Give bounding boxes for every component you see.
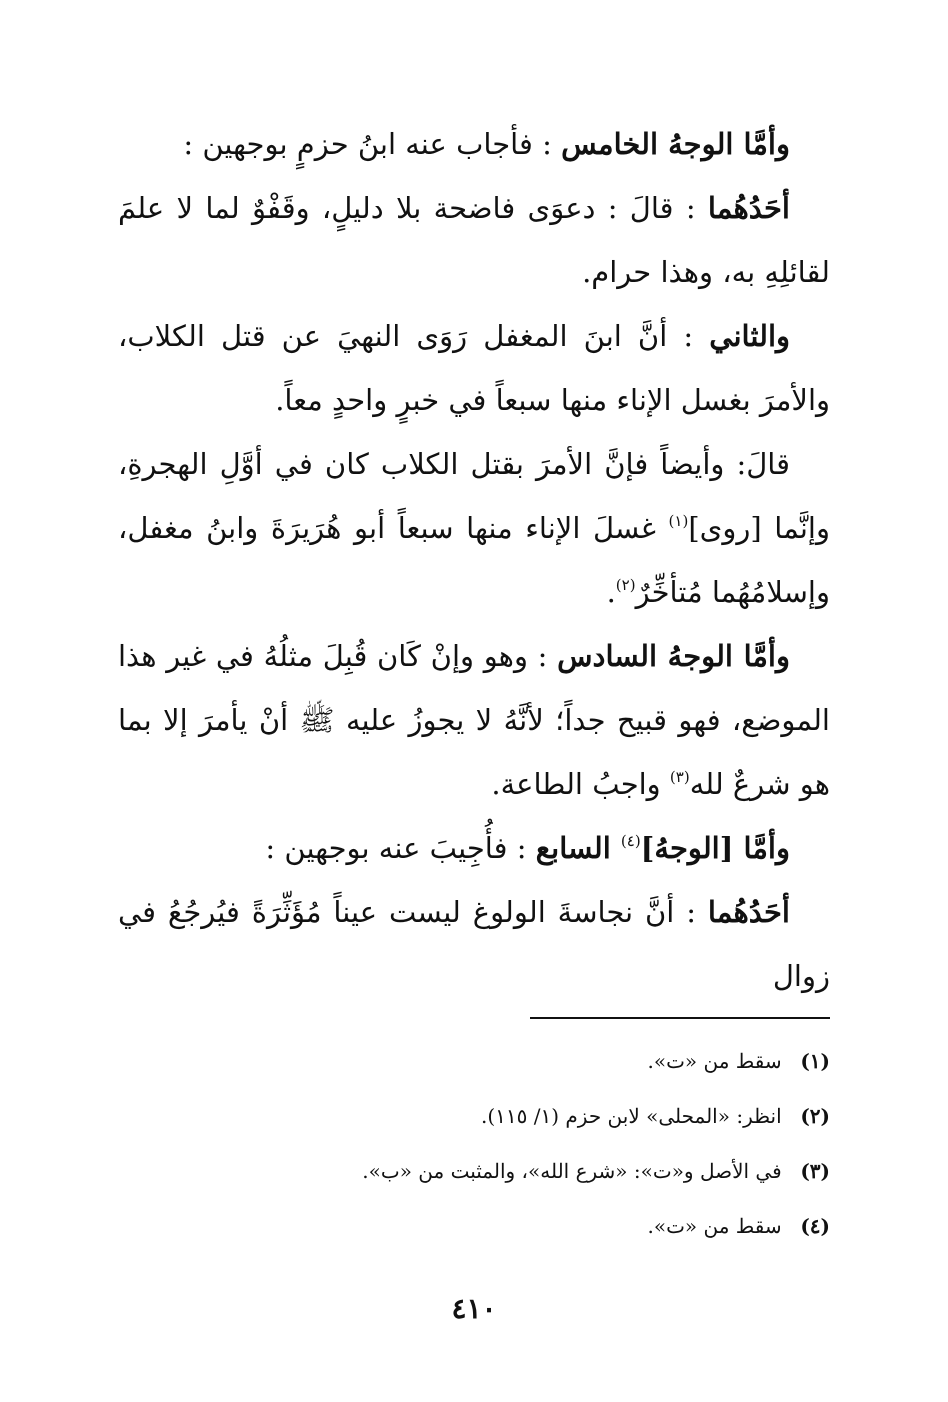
paragraph-second-answer: [118, 304, 830, 432]
paragraph-text-part: واجبُ الطاعة.: [491, 767, 670, 801]
paragraph-lead: والثاني: [709, 319, 791, 353]
paragraph-text: : فأُجِيبَ عنه بوجهين :: [265, 831, 527, 865]
footnotes: [118, 1034, 830, 1254]
footnote-reference: (٢): [615, 576, 636, 594]
paragraph-also: [118, 432, 830, 624]
footnote-reference: (٣): [669, 768, 690, 786]
footnote-divider: [530, 1017, 830, 1019]
paragraph-text-part: قالَ: وأيضاً فإنَّ الأمرَ بقتل الكلاب كان في أوَّلِ الهجرةِ، وإنَّما [روى]: [118, 447, 830, 545]
paragraph-text: : قالَ : دعوَى فاضحة بلا دليلٍ، وقَفْوٌ لما لا علمَ لقائلِهِ به، وهذا حرام.: [118, 191, 830, 289]
paragraph-sixth-aspect: [118, 624, 830, 816]
footnote-number: (٢): [800, 1104, 830, 1128]
footnote-text: انظر: «المحلى» لابن حزم (١/ ١١٥).: [480, 1104, 782, 1128]
paragraph-text-part: .: [606, 575, 616, 609]
footnote-reference: (٤): [620, 832, 641, 850]
footnote-number: (١): [800, 1049, 830, 1073]
paragraph-lead: وأمَّا الوجهُ السادس: [557, 639, 790, 673]
paragraph-lead: أحَدُهُما: [707, 895, 790, 929]
paragraph-lead: أحَدُهُما: [707, 191, 790, 225]
footnote-text: في الأصل و«ت»: «شرع الله»، والمثبت من «ب».: [362, 1159, 782, 1183]
footnote-text: سقط من «ت».: [647, 1214, 782, 1238]
paragraph-text: : فأجاب عنه ابنُ حزمٍ بوجهين :: [183, 127, 552, 161]
footnote-item: [118, 1144, 830, 1199]
paragraph-seventh-aspect: [118, 816, 830, 880]
paragraph-lead: وأمَّا الوجهُ الخامس: [561, 127, 790, 161]
paragraph-text: : أنَّ ابنَ المغفل رَوَى النهيَ عن قتل الكلاب، والأمرَ بغسل الإناء منها سبعاً في خبرٍ واحدٍ معاً.: [118, 319, 830, 417]
paragraph-lead: وأمَّا [الوجهُ]: [640, 831, 790, 865]
paragraph-seventh-first-answer: [118, 880, 830, 1008]
footnote-item: [118, 1034, 830, 1089]
footnote-number: (٤): [800, 1214, 830, 1238]
footnote-text: سقط من «ت».: [647, 1049, 782, 1073]
paragraph-first-answer: [118, 176, 830, 304]
paragraph-text: : أنَّ نجاسةَ الولوغ ليست عيناً مُؤَثِّرَةً فيُرجُعُ في زوال: [118, 895, 830, 993]
footnote-item: [118, 1199, 830, 1254]
paragraph-text-part: : وهو وإنْ كَان قُبِلَ مثلُهُ في غير هذا الموضع، فهو قبيح جداً؛ لأنَّهُ لا يجوزُ عليه ﷺ أنْ يأمرَ إلا بما هو شرعٌ لله: [118, 639, 830, 801]
footnote-number: (٣): [800, 1159, 830, 1183]
paragraph-fifth-aspect: [118, 112, 830, 176]
footnote-reference: (١): [668, 512, 689, 530]
footnote-item: [118, 1089, 830, 1144]
main-text: [118, 112, 830, 1008]
page-number: ٤١٠: [451, 1292, 497, 1325]
paragraph-lead: السابع: [535, 831, 621, 865]
paragraph-text-part: غسلَ الإناء منها سبعاً أبو هُرَيرَةَ وابنُ مغفل، وإسلامُهُما مُتأخِّرٌ: [118, 511, 830, 609]
